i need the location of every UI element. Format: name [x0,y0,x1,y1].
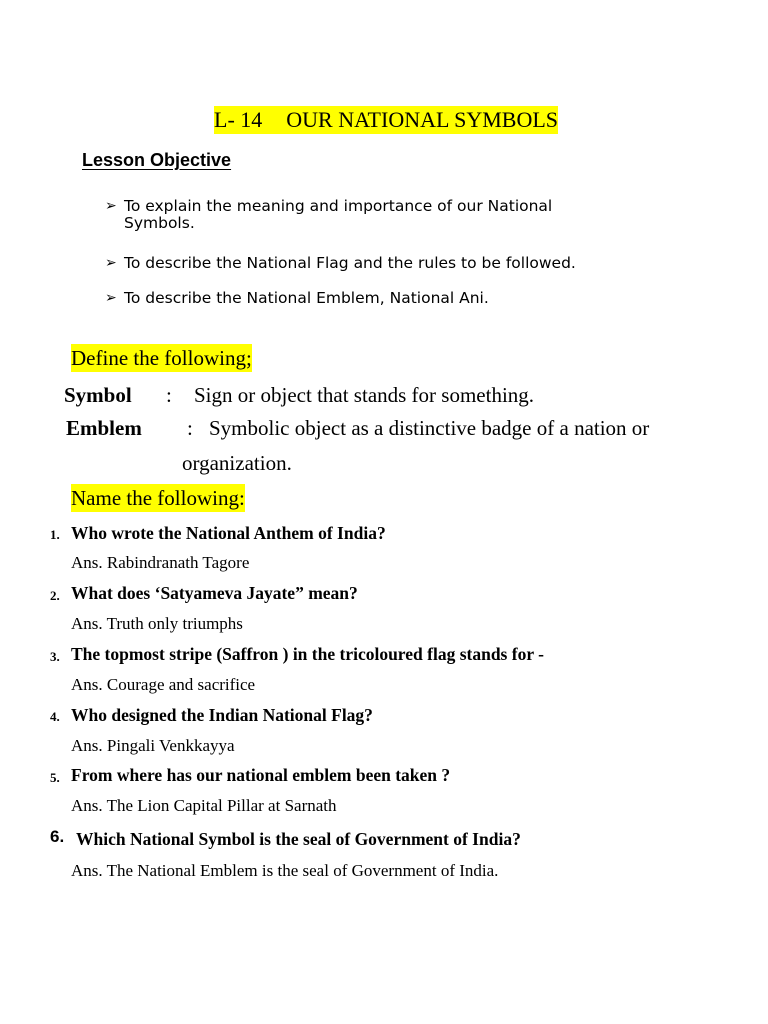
question-text: Who wrote the National Anthem of India? [71,523,386,543]
objective-text: To describe the National Flag and the rules to be followed. [124,254,576,272]
definition-separator: : [166,383,172,407]
question-number: 5. [50,770,60,785]
question-text: What does ‘Satyameva Jayate” mean? [71,583,358,603]
question-number: 6. [50,827,65,846]
lesson-name: OUR NATIONAL SYMBOLS [286,107,559,132]
answer-text: Ans. Truth only triumphs [71,614,243,633]
bullet-arrow-icon: ➢ [105,198,117,214]
answer-text: Ans. The National Emblem is the seal of Government of India. [71,861,499,880]
name-heading: Name the following: [71,486,245,510]
objective-text: To describe the National Emblem, National Ani. [124,289,489,307]
definition-meaning: Symbolic object as a distinctive badge of a nation or [209,416,650,440]
objective-heading: Lesson Objective [82,150,232,170]
question-number: 4. [50,709,60,724]
question-text: From where has our national emblem been taken ? [71,765,451,785]
objective-text-cont: Symbols. [124,214,195,232]
question-text: Who designed the Indian National Flag? [71,705,373,725]
definition-term: Symbol [64,383,132,407]
question-text: The topmost stripe (Saffron ) in the tricoloured flag stands for - [71,644,544,664]
question-number: 3. [50,649,60,664]
definition-separator: : [187,416,193,440]
answer-text: Ans. Courage and sacrifice [71,675,256,694]
answer-text: Ans. Rabindranath Tagore [71,553,250,572]
question-text: Which National Symbol is the seal of Government of India? [76,829,521,849]
bullet-arrow-icon: ➢ [105,255,117,271]
definition-meaning: Sign or object that stands for something. [194,383,535,407]
definition-term: Emblem [66,416,142,440]
lesson-title [214,106,558,134]
answer-text: Ans. The Lion Capital Pillar at Sarnath [71,796,337,815]
answer-text: Ans. Pingali Venkkayya [71,736,235,755]
lesson-number: L- 14 [214,107,263,132]
define-heading: Define the following; [71,346,252,370]
definition-meaning-cont: organization. [182,451,292,475]
question-number: 1. [50,527,60,542]
question-number: 2. [50,588,60,603]
objective-text: To explain the meaning and importance of our National [124,197,553,215]
bullet-arrow-icon: ➢ [105,290,117,306]
